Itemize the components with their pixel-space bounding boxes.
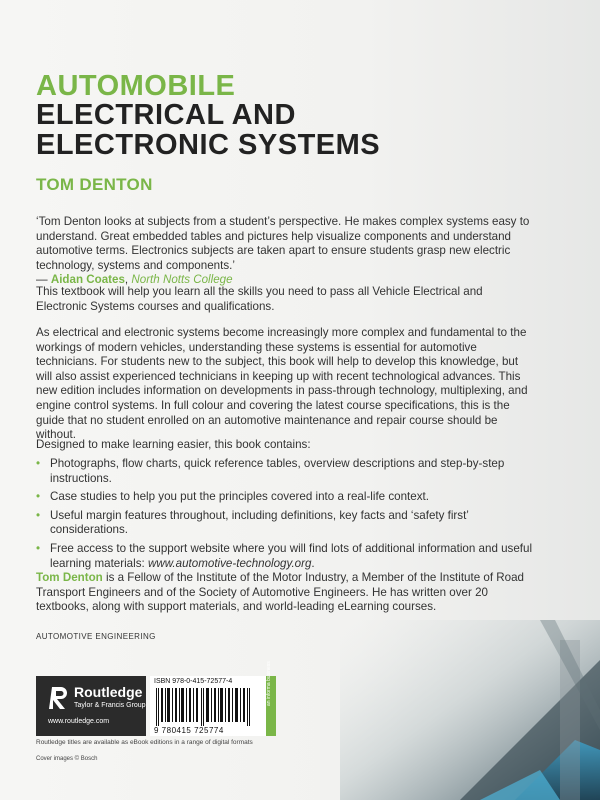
bullet-icon: • [36,490,41,504]
list-item [36,542,546,571]
author-bio [36,571,536,615]
quote-sep: , [124,273,132,287]
list-item [36,457,546,486]
intro-paragraph: This textbook will help you learn all the skills you need to pass all Vehicle Electrical and Electronic Systems courses and qualifications. [36,285,483,313]
informa-text: an informa business [266,661,272,706]
publisher-name: Routledge [74,684,143,700]
bullet-icon: • [36,541,41,555]
image-credit: Cover images © Bosch [36,756,98,762]
title-line-electrical: ELECTRICAL AND [36,99,296,131]
quote-institution: North Notts College [131,273,233,287]
bio-author-name: Tom Denton [36,571,103,584]
routledge-logo-icon [48,684,72,712]
features-list [36,457,546,575]
features-heading: Designed to make learning easier, this book contains: [36,438,311,451]
support-website-link[interactable]: www.automotive-technology.org [147,556,312,570]
list-item [36,509,546,538]
publisher-group: Taylor & Francis Group [74,702,146,709]
barcode [150,676,266,736]
description-paragraph: As electrical and electronic systems become increasingly more complex and fundamental to the workings of modern vehicles, understanding these systems is essential for automotive technicians. For students new to the subject, this book will help to develop this knowledge, but will also assist experienced technicians in keeping up with recent technological advances. This new edition includes information on developments in pass-through technology, multiplexing, and engine control systems. In full colour and covering the latest course specifications, this is the guide that no student enrolled on an automotive maintenance and repair course should be without. [36,326,528,442]
bullet-icon: • [36,457,41,470]
informa-strip [266,661,276,736]
list-item-text: Case studies to help you put the principles covered into a real-life context. [50,490,429,504]
author-name: TOM DENTON [36,175,153,194]
list-item-end: . [311,556,315,570]
engine-photo-image [340,620,600,800]
title-line-electronic: ELECTRONIC SYSTEMS [36,129,381,161]
quote-dash: — [36,273,51,287]
barcode-bars [154,688,254,726]
quote-text: ‘Tom Denton looks at subjects from a student’s perspective. He makes complex systems easy to understand. Great embedded tables and pictures help visualize components and understand automotive terms. Electronics subjects are taken apart to ensure students grasp new electric technology, systems and components.’ [36,215,530,272]
list-item-text: Useful margin features throughout, including definitions, key facts and ‘safety first’ considerations. [50,508,469,537]
list-item-text: Free access to the support website where you will find lots of additional information and useful learning materials: [50,541,533,570]
barcode-digits: 9 780415 725774 [154,726,224,735]
isbn-number: ISBN 978-0-415-72577-4 [154,678,233,685]
list-item [36,490,546,505]
title-subtitle [36,100,380,160]
bio-text: is a Fellow of the Institute of the Motor Industry, a Member of the Institute of Road Transport Engineers and of the Society of Automotive Engineers. He has written over 20 textbooks, along with support materials, and world-leading eLearning courses. [36,571,524,614]
bullet-icon: • [36,508,41,522]
ebook-note: Routledge titles are available as eBook editions in a range of digital formats [36,739,253,746]
publisher-block [36,676,146,736]
publisher-url[interactable]: www.routledge.com [48,718,110,725]
quote-author: Aidan Coates [50,273,125,287]
list-item-text: Photographs, flow charts, quick reference tables, overview descriptions and step-by-step instructions. [50,457,505,485]
subject-category: AUTOMOTIVE ENGINEERING [36,632,156,641]
review-quote [36,215,536,288]
title-automobile: AUTOMOBILE [36,70,236,102]
